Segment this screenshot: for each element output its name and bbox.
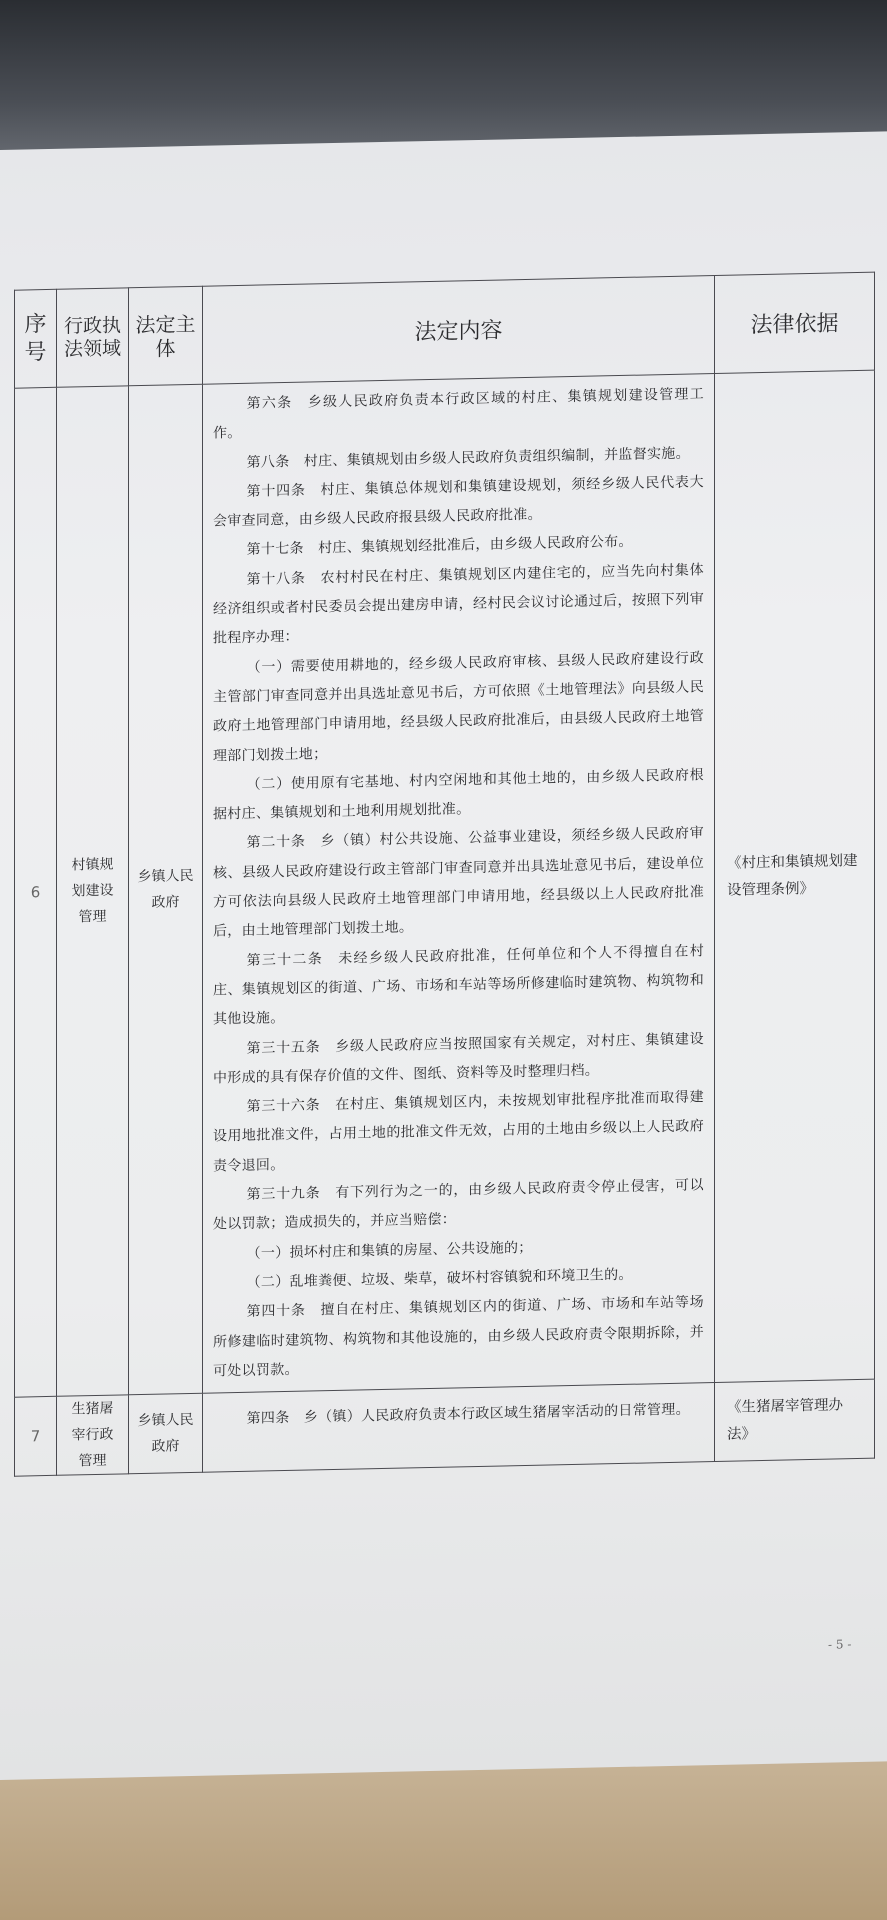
row-content bbox=[203, 1383, 715, 1473]
row-seq: 7 bbox=[15, 1396, 57, 1476]
row-field: 生猪屠宰行政管理 bbox=[57, 1395, 129, 1476]
header-field: 行政执法领域 bbox=[57, 288, 129, 388]
row-basis: 《村庄和集镇规划建设管理条例》 bbox=[715, 370, 875, 1382]
row-content bbox=[203, 374, 715, 1394]
clause: 第二十条 乡（镇）村公共设施、公益事业建设，须经乡级人民政府审核、县级人民政府建设行政主管部门审查同意并出具选址意见书后，建设单位方可依法向县级人民政府土地管理部门申请用地，经县级以上人民政府批准后，由土地管理部门划拨土地。 bbox=[213, 825, 704, 940]
page-number: - 5 - bbox=[828, 1637, 852, 1652]
clause: （二）使用原有宅基地、村内空闲地和其他土地的，由乡级人民政府根据村庄、集镇规划和土地利用规划批准。 bbox=[213, 767, 704, 823]
clause: 第六条 乡级人民政府负责本行政区域的村庄、集镇规划建设管理工作。 bbox=[213, 386, 704, 442]
clause: 第三十五条 乡级人民政府应当按照国家有关规定，对村庄、集镇建设中形成的具有保存价值的文件、图纸、资料等及时整理归档。 bbox=[213, 1030, 704, 1087]
clause: 第十七条 村庄、集镇规划经批准后，由乡级人民政府公布。 bbox=[246, 534, 633, 559]
header-subject: 法定主体 bbox=[129, 286, 203, 386]
clause: （一）损坏村庄和集镇的房屋、公共设施的； bbox=[246, 1239, 533, 1262]
document-page bbox=[0, 131, 887, 1780]
clause: （二）乱堆粪便、垃圾、柴草，破坏村容镇貌和环境卫生的。 bbox=[246, 1266, 633, 1291]
clause: 第十八条 农村村民在村庄、集镇规划区内建住宅的，应当先向村集体经济组织或者村民委员会提出建房申请，经村民会议讨论通过后，按照下列审批程序办理： bbox=[213, 562, 704, 647]
header-content: 法定内容 bbox=[203, 276, 715, 385]
clause: 第四条 乡（镇）人民政府负责本行政区域生猪屠宰活动的日常管理。 bbox=[246, 1401, 690, 1427]
clause: 第三十六条 在村庄、集镇规划区内，未按规划审批程序批准而取得建设用地批准文件，占用土地的批准文件无效，占用的土地由乡级以上人民政府责令退回。 bbox=[213, 1089, 704, 1175]
row-seq: 6 bbox=[15, 387, 57, 1397]
table-header-row bbox=[15, 272, 875, 388]
table-row bbox=[15, 1379, 875, 1476]
clause: 第十四条 村庄、集镇总体规划和集镇建设规划，须经乡级人民代表大会审查同意，由乡级人民政府报县级人民政府批准。 bbox=[213, 474, 704, 530]
row-subject: 乡镇人民政府 bbox=[129, 1393, 203, 1474]
clause: 第三十二条 未经乡级人民政府批准，任何单位和个人不得擅自在村庄、集镇规划区的街道、广场、市场和车站等场所修建临时建筑物、构筑物和其他设施。 bbox=[213, 942, 704, 1028]
row-field: 村镇规划建设管理 bbox=[57, 386, 129, 1397]
row-subject: 乡镇人民政府 bbox=[129, 384, 203, 1395]
law-table bbox=[14, 272, 875, 1477]
row-basis: 《生猪屠宰管理办法》 bbox=[715, 1379, 875, 1461]
table-row bbox=[15, 370, 875, 1397]
clause: 第三十九条 有下列行为之一的，由乡级人民政府责令停止侵害，可以处以罚款；造成损失的，并应当赔偿： bbox=[213, 1177, 704, 1233]
clause: （一）需要使用耕地的，经乡级人民政府审核、县级人民政府建设行政主管部门审查同意并出具选址意见书后，方可依照《土地管理法》向县级人民政府土地管理部门申请用地，经县级人民政府批准后，由县级人民政府土地管理部门划拨土地； bbox=[213, 649, 704, 765]
header-basis: 法律依据 bbox=[715, 272, 875, 373]
header-seq: 序号 bbox=[15, 289, 57, 388]
clause: 第八条 村庄、集镇规划由乡级人民政府负责组织编制，并监督实施。 bbox=[246, 445, 690, 471]
clause: 第四十条 擅自在村庄、集镇规划区内的街道、广场、市场和车站等场所修建临时建筑物、构筑物和其他设施的，由乡级人民政府责令限期拆除，并可处以罚款。 bbox=[213, 1294, 704, 1380]
